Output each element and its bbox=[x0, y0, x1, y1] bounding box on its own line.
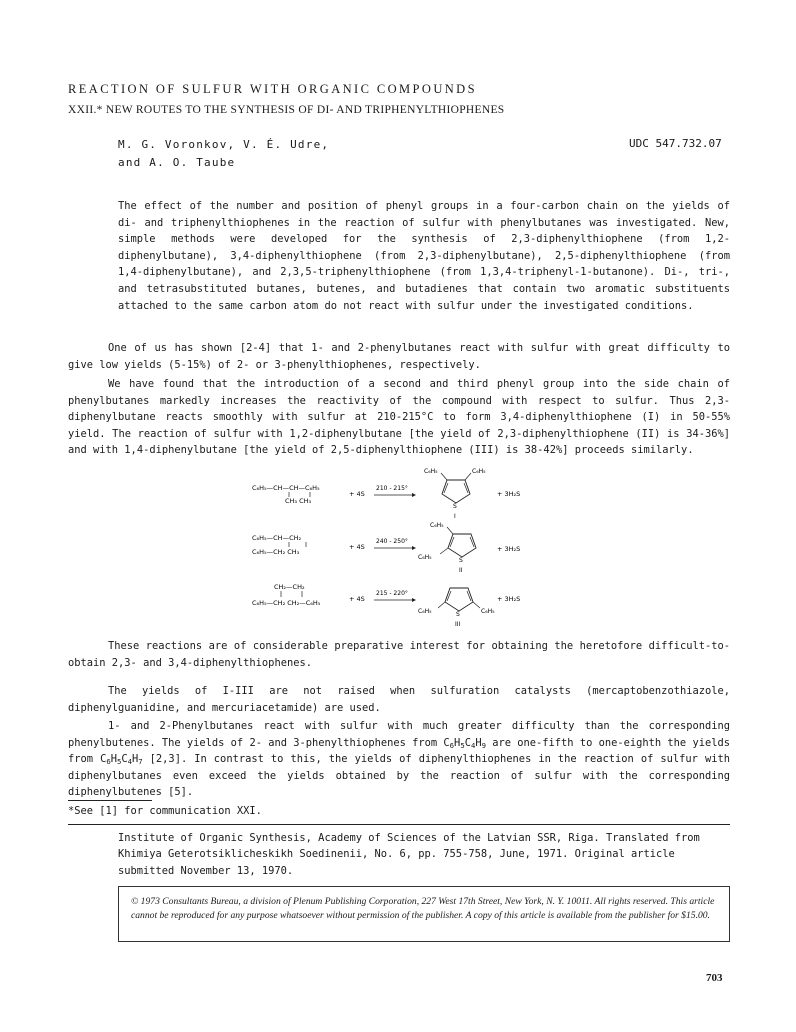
eq1-byproduct: + 3H₂S bbox=[497, 490, 521, 498]
footnote-divider bbox=[68, 800, 152, 801]
eq3-product-phenyl-right: C₆H₅ bbox=[481, 608, 495, 615]
eq2-reactant-line2: C₆H₅—CH₂ CH₃ bbox=[252, 548, 300, 556]
thiophene-ring-3 bbox=[445, 588, 473, 611]
copyright-box: © 1973 Consultants Bureau, a division of Plenum Publishing Corporation, 227 West 17th Street, New York, N. Y. 10011. All rights reserved. This article cannot be reproduced for any purpose whatsoever without permission of the publisher. A copy of this article is available from the publisher for $15.00. bbox=[118, 886, 730, 942]
page-number: 703 bbox=[706, 972, 723, 984]
eq1-sulfur-atom: S bbox=[453, 503, 457, 510]
eq2-product-label: II bbox=[459, 567, 463, 574]
eq1-product-label: I bbox=[454, 513, 456, 520]
eq2-reactant-line1: C₆H₅—CH—CH₂ bbox=[252, 534, 302, 542]
institute-divider bbox=[68, 824, 730, 825]
eq2-product-phenyl-left: C₆H₅ bbox=[418, 554, 432, 561]
reaction-1-graphic bbox=[252, 470, 552, 522]
eq1-reactant-line1: C₆H₅—CH—CH—C₆H₅ bbox=[252, 484, 320, 492]
institute-note: Institute of Organic Synthesis, Academy of Sciences of the Latvian SSR, Riga. Translated from Khimiya Geterotsiklicheskikh Soedinenii, No. 6, pp. 755-758, June, 1971. Original article submitted November 13, 1970. bbox=[118, 832, 700, 877]
reaction-scheme-3 bbox=[252, 580, 552, 634]
eq3-product-label: III bbox=[455, 621, 461, 628]
eq3-plus-sulfur: + 4S bbox=[349, 595, 365, 603]
abstract: The effect of the number and position of phenyl groups in a four-carbon chain on the yields of di- and triphenylthiophenes in the reaction of sulfur with phenylbutanes was investigated. New, simple methods were developed for the synthesis of 2,3-diphenylthiophene (from 1,2-diphenylbutane), 3,4-diphenylthiophene (from 2,3-diphenylbutane), 2,5-diphenylthiophene (from 1,4-diphenylbutane), and 2,3,5-triphenylthiophene (from 1,3,4-triphenyl-1-butanone). Di-, tri-, and tetrasubstituted butanes, butenes, and butadienes that contain two aromatic substituents attached to the same carbon atom do not react with sulfur under the investigated conditions. bbox=[118, 200, 730, 312]
paragraph-4: The yields of I-III are not raised when sulfuration catalysts (mercaptobenzothiazole, diphenylguanidine, and mercuriacetamide) are used. bbox=[68, 685, 730, 714]
reaction-scheme-2 bbox=[252, 524, 552, 578]
authors-line-2: and A. O. Taube bbox=[118, 156, 236, 169]
paragraph-3: These reactions are of considerable preparative interest for obtaining the heretofore difficult-to-obtain 2,3- and 3,4-diphenylthiophenes. bbox=[68, 640, 730, 669]
thiophene-ring-2 bbox=[448, 534, 476, 557]
reaction-scheme-1 bbox=[252, 470, 552, 524]
reaction-2-graphic bbox=[252, 524, 552, 576]
eq1-product-phenyl-left: C₆H₅ bbox=[424, 468, 438, 475]
eq2-sulfur-atom: S bbox=[459, 557, 463, 564]
eq1-reactant-line2: CH₃ CH₃ bbox=[285, 497, 312, 505]
article-subtitle: XXII.* NEW ROUTES TO THE SYNTHESIS OF DI- AND TRIPHENYLTHIOPHENES bbox=[68, 104, 505, 116]
eq1-plus-sulfur: + 4S bbox=[349, 490, 365, 498]
eq2-plus-sulfur: + 4S bbox=[349, 543, 365, 551]
paragraph-2: We have found that the introduction of a second and third phenyl group into the side chain of phenylbutanes markedly increases the reactivity of the compound with respect to sulfur. Thus 2,3-diphenylbutane reacts smoothly with sulfur at 210-215°C to form 3,4-diphenylthiophene (I) in 50-55% yield. The reaction of sulfur with 1,2-diphenylbutane [the yield of 2,3-diphenylthiophene (II) is 34-36%] and with 1,4-diphenylbutane [the yield of 2,5-diphenylthiophene (III) is 38-42%] proceeds similarly. bbox=[68, 378, 730, 457]
reaction-3-graphic bbox=[252, 580, 552, 632]
footnote: *See [1] for communication XXI. bbox=[68, 805, 262, 817]
paragraph-5: 1- and 2-Phenylbutanes react with sulfur with much greater difficulty than the corresponding phenylbutenes. The yields of 2- and 3-phenylthiophenes from $C_6H_5C_4H_9$ are one-fifth to one-eighth the yields from $C_6H_5C_4H_7$ [2,3]. In contrast to this, the yields of diphenylthiophenes in the reaction of sulfur with diphenylbutanes even exceed the yields obtained by the reaction of sulfur with the corresponding diphenylbutenes [5]. bbox=[68, 720, 730, 799]
paragraph-1: One of us has shown [2-4] that 1- and 2-phenylbutanes react with sulfur with great difficulty to give low yields (5-15%) of 2- or 3-phenylthiophenes, respectively. bbox=[68, 342, 730, 371]
eq3-reactant-line1: CH₂—CH₂ bbox=[274, 583, 305, 591]
authors-line-1: M. G. Voronkov, V. É. Udre, bbox=[118, 138, 330, 151]
authors bbox=[118, 136, 329, 172]
eq3-byproduct: + 3H₂S bbox=[497, 595, 521, 603]
article-title: REACTION OF SULFUR WITH ORGANIC COMPOUNDS bbox=[68, 82, 477, 96]
eq2-condition: 240 - 250° bbox=[376, 538, 408, 545]
eq3-condition: 215 - 220° bbox=[376, 590, 408, 597]
eq1-condition: 210 - 215° bbox=[376, 485, 408, 492]
eq1-product-phenyl-right: C₆H₅ bbox=[472, 468, 486, 475]
eq3-product-phenyl-left: C₆H₅ bbox=[418, 608, 432, 615]
eq3-sulfur-atom: S bbox=[456, 611, 460, 618]
eq3-reactant-line2: C₆H₅—CH₂ CH₂—C₆H₅ bbox=[252, 599, 321, 607]
eq2-product-phenyl-top: C₆H₅ bbox=[430, 522, 444, 529]
thiophene-ring-1 bbox=[442, 480, 470, 503]
eq2-byproduct: + 3H₂S bbox=[497, 545, 521, 553]
udc-code: UDC 547.732.07 bbox=[629, 137, 722, 150]
